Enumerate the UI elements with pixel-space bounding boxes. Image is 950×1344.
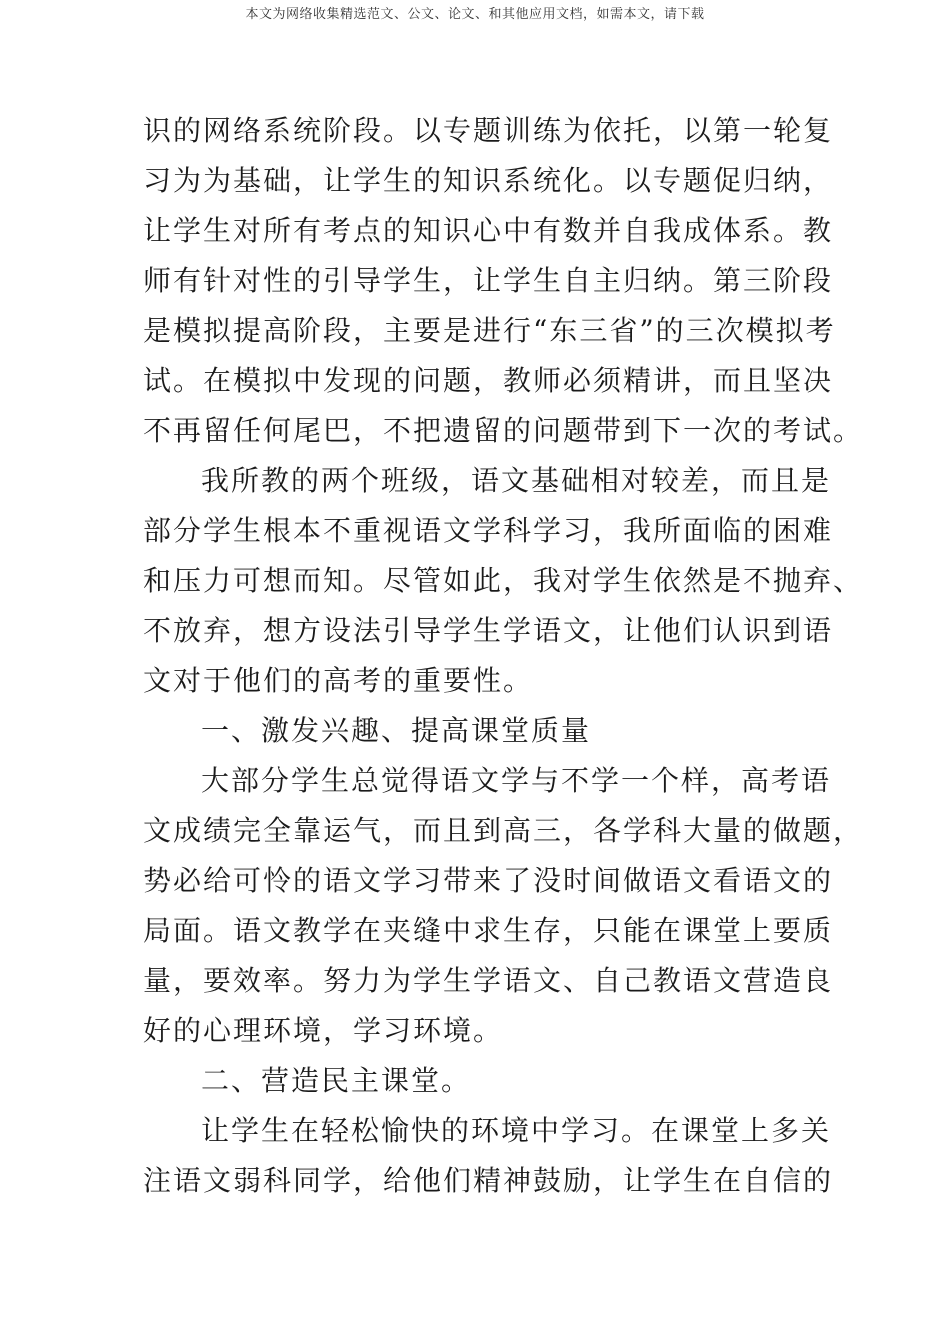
text-line: 习为为基础，让学生的知识系统化。以专题促归纳， xyxy=(143,164,834,197)
text-line: 识的网络系统阶段。以专题训练为依托，以第一轮复 xyxy=(143,114,834,147)
text-line: 注语文弱科同学，给他们精神鼓励，让学生在自信的 xyxy=(143,1164,834,1197)
paragraph-first-line: 大部分学生总觉得语文学与不学一个样，高考语 xyxy=(201,764,832,797)
text-line: 和压力可想而知。尽管如此，我对学生依然是不抛弃、 xyxy=(143,564,864,597)
text-line: 是模拟提高阶段，主要是进行“东三省”的三次模拟考 xyxy=(143,314,836,347)
text-line: 局面。语文教学在夹缝中求生存，只能在课堂上要质 xyxy=(143,914,834,947)
text-line: 不再留任何尾巴，不把遗留的问题带到下一次的考试。 xyxy=(143,414,864,447)
text-line: 不放弃，想方设法引导学生学语文，让他们认识到语 xyxy=(143,614,834,647)
text-line: 师有针对性的引导学生，让学生自主归纳。第三阶段 xyxy=(143,264,834,297)
paragraph-first-line: 让学生在轻松愉快的环境中学习。在课堂上多关 xyxy=(201,1114,832,1147)
paragraph-first-line: 二、营造民主课堂。 xyxy=(201,1064,472,1097)
text-line: 量，要效率。努力为学生学语文、自己教语文营造良 xyxy=(143,964,834,997)
text-line: 试。在模拟中发现的问题，教师必须精讲，而且坚决 xyxy=(143,364,834,397)
text-line: 部分学生根本不重视语文学科学习，我所面临的困难 xyxy=(143,514,834,547)
text-line: 势必给可怜的语文学习带来了没时间做语文看语文的 xyxy=(143,864,834,897)
document-body xyxy=(143,106,864,1206)
text-line: 文对于他们的高考的重要性。 xyxy=(143,664,534,697)
page-header: 本文为网络收集精选范文、公文、论文、和其他应用文档，如需本文，请下载 xyxy=(245,7,705,22)
text-line: 让学生对所有考点的知识心中有数并自我成体系。教 xyxy=(143,214,834,247)
paragraph-first-line: 我所教的两个班级，语文基础相对较差，而且是 xyxy=(201,464,832,497)
text-line: 文成绩完全靠运气，而且到高三，各学科大量的做题， xyxy=(143,814,864,847)
paragraph-first-line: 一、激发兴趣、提高课堂质量 xyxy=(201,714,592,747)
text-line: 好的心理环境，学习环境。 xyxy=(143,1014,504,1047)
